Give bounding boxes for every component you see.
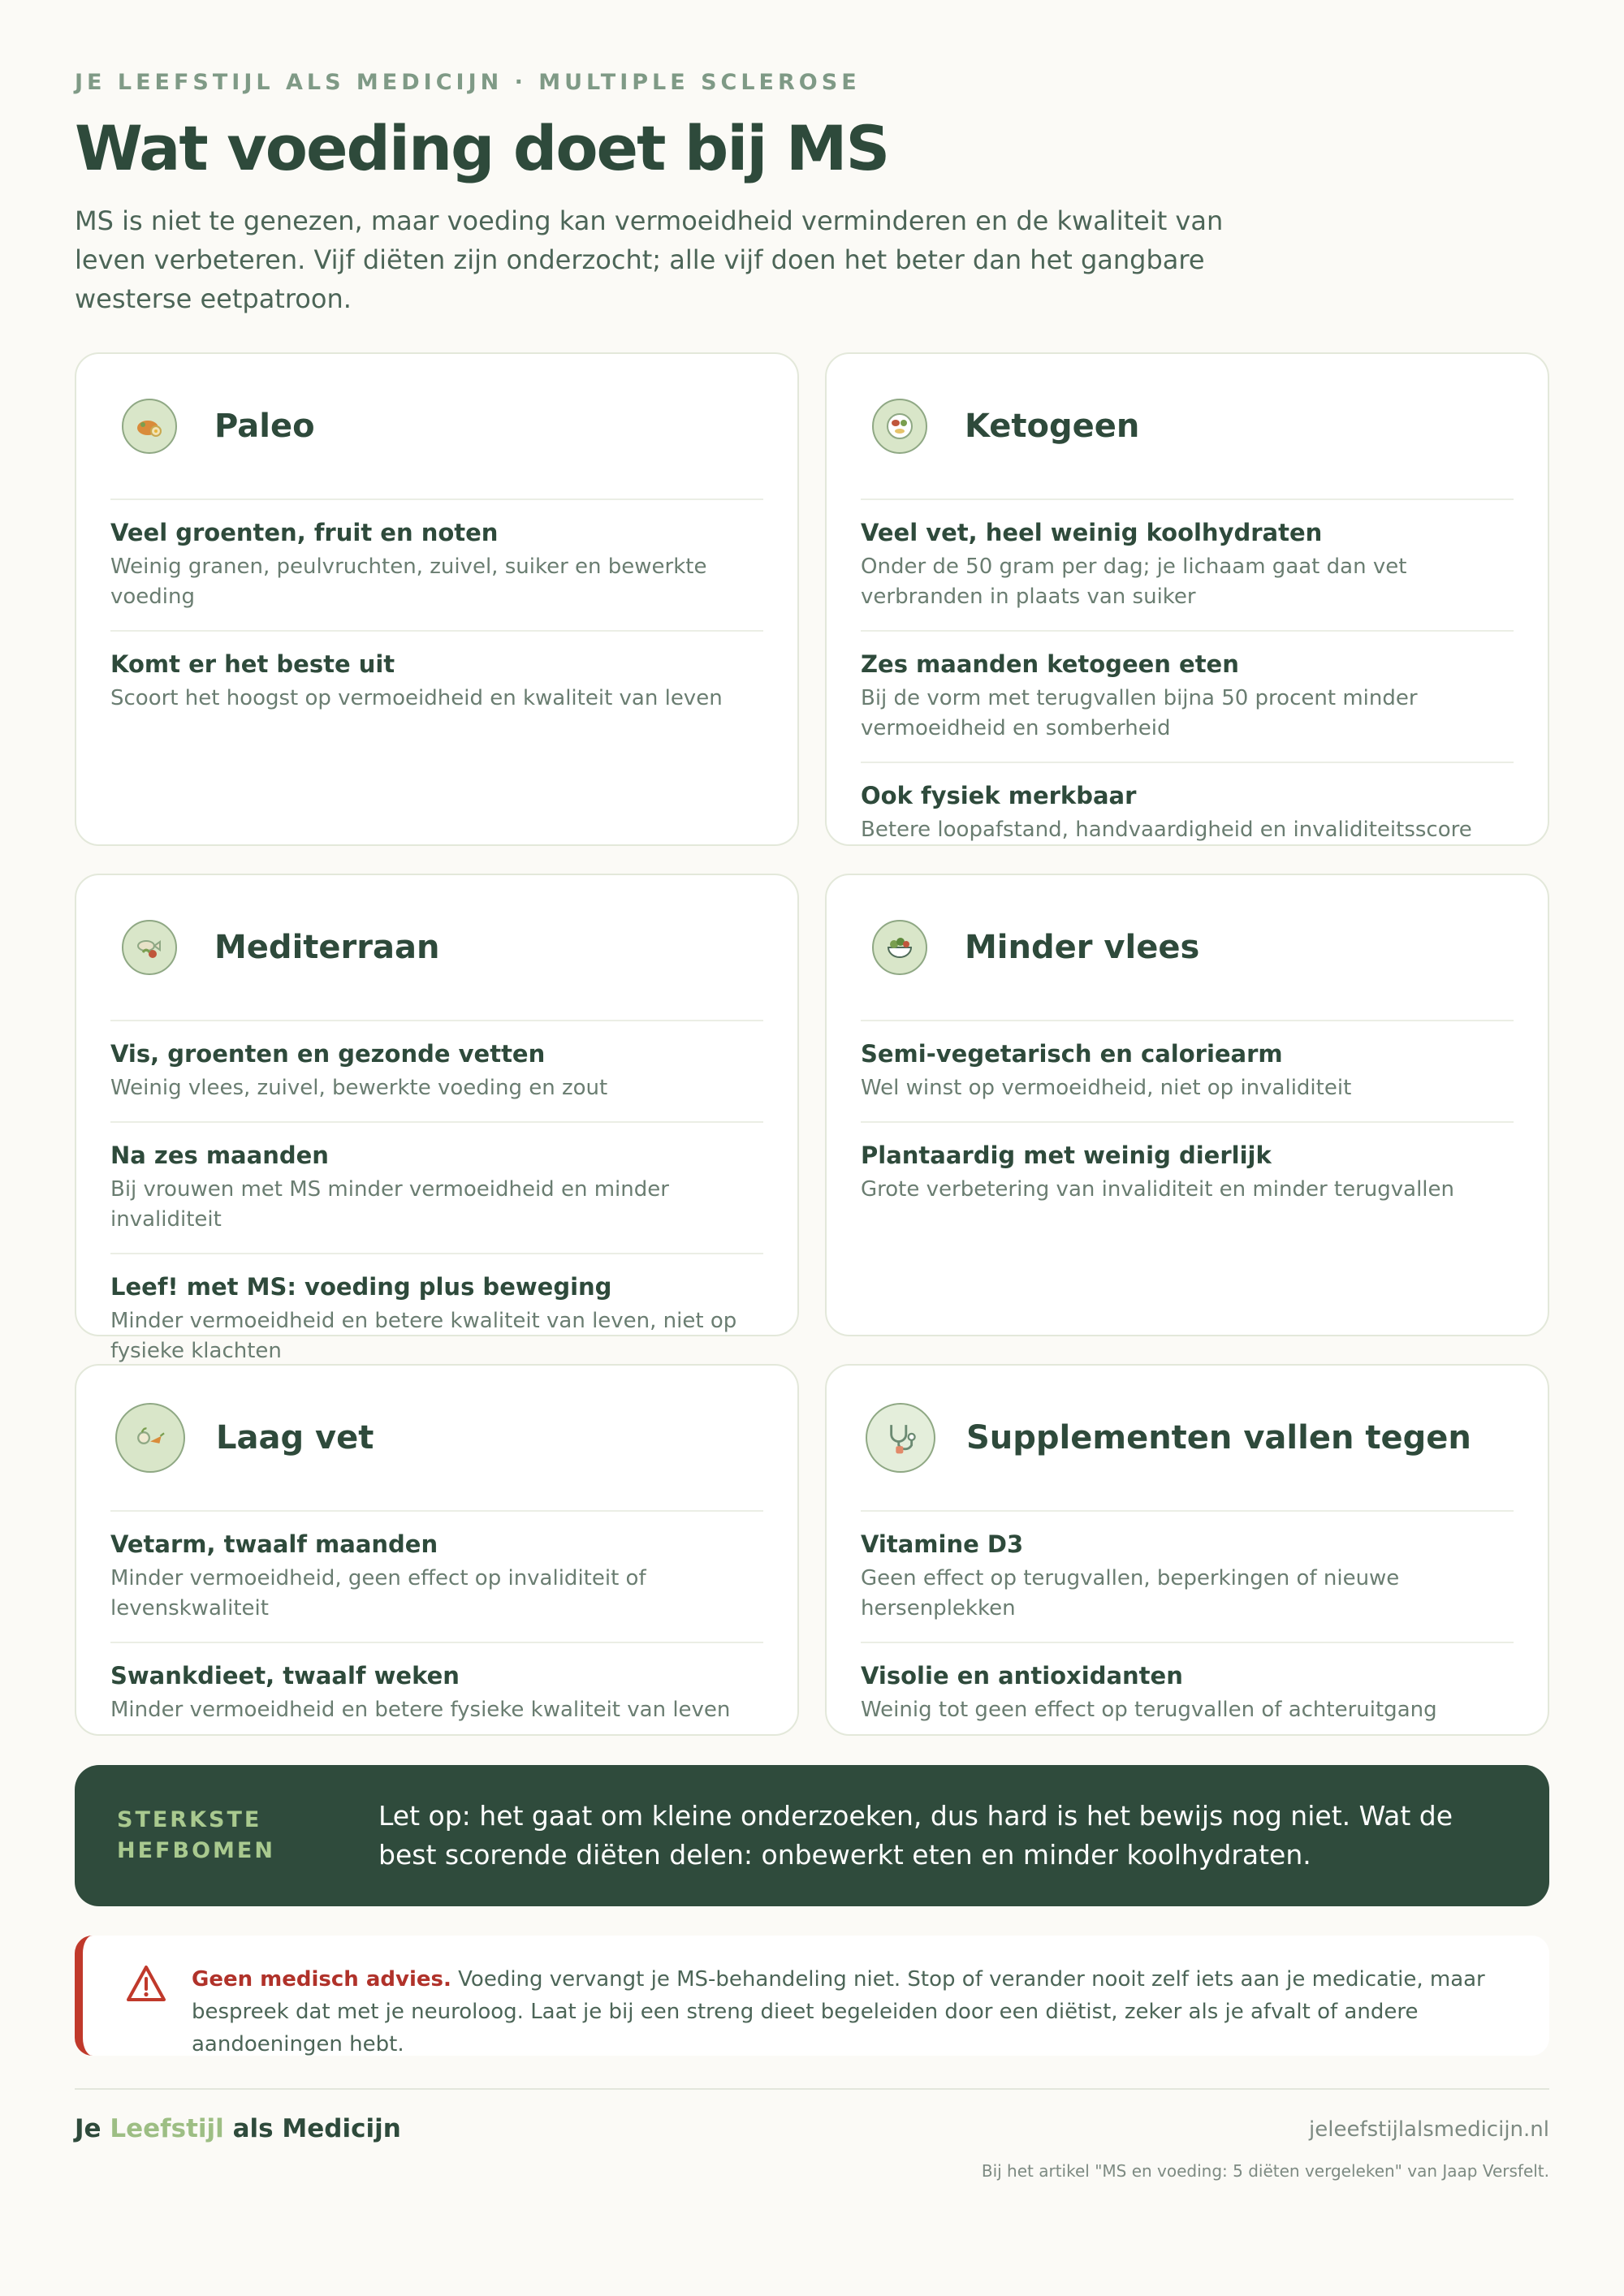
list-item [110, 1021, 763, 1123]
diet-card-paleo [75, 352, 799, 846]
footer-divider [75, 2088, 1549, 2090]
keto-plate-icon [872, 399, 927, 454]
list-item [861, 1021, 1514, 1123]
item-heading: Zes maanden ketogeen eten [861, 650, 1239, 678]
diet-card-minder-vlees [825, 874, 1549, 1336]
intro-text: MS is niet te genezen, maar voeding kan vermoeidheid verminderen en de kwaliteit van leven verbeteren. Vijf diëten zijn onderzocht; alle vijf doen het beter dan het gangbare westerse eetpatroon. [75, 205, 1224, 314]
item-heading: Veel vet, heel weinig koolhydraten [861, 519, 1323, 546]
item-heading: Swankdieet, twaalf weken [110, 1662, 460, 1690]
disclaimer-strong: Geen medisch advies. [192, 1967, 451, 1992]
food-basket-icon [122, 399, 177, 454]
list-item [861, 632, 1514, 763]
item-text: Betere loopafstand, handvaardigheid en invaliditeitsscore [861, 818, 1472, 842]
item-heading: Na zes maanden [110, 1142, 329, 1169]
brand-prefix: Je [75, 2114, 110, 2143]
card-title: Minder vlees [965, 929, 1200, 966]
card-title: Supplementen vallen tegen [966, 1419, 1471, 1457]
list-item [110, 1643, 763, 1743]
item-heading: Vetarm, twaalf maanden [110, 1530, 438, 1558]
medical-disclaimer [75, 1936, 1549, 2056]
brand-accent: Leefstijl [110, 2114, 224, 2143]
list-item [861, 1643, 1514, 1743]
fish-vegetables-icon [122, 920, 177, 975]
diet-card-laag-vet [75, 1364, 799, 1736]
list-item [861, 500, 1514, 632]
page-title: Wat voeding doet bij MS [75, 112, 889, 184]
card-title: Mediterraan [214, 929, 440, 966]
kicker: JE LEEFSTIJL ALS MEDICIJN · MULTIPLE SCLEROSE [75, 70, 861, 95]
list-item [861, 763, 1514, 863]
item-text: Weinig tot geen effect op terugvallen of achteruitgang [861, 1698, 1437, 1722]
item-text: Scoort het hoogst op vermoeidheid en kwaliteit van leven [110, 686, 723, 710]
item-text: Weinig granen, peulvruchten, zuivel, suiker en bewerkte voeding [110, 555, 707, 609]
card-header [861, 354, 1514, 500]
disclaimer-text [192, 1963, 1517, 2061]
banner-label: STERKSTE HEFBOMEN [117, 1807, 275, 1863]
disclaimer-body: Voeding vervangt je MS-behandeling niet. Stop of verander nooit zelf iets aan je medicatie, maar bespreek dat met je neuroloog. Laat je bij een streng dieet begeleiden door een diëtist, zeker als je afvalt of andere aandoeningen hebt. [192, 1967, 1485, 2056]
card-header [861, 875, 1514, 1021]
item-heading: Vitamine D3 [861, 1530, 1024, 1558]
item-text: Weinig vlees, zuivel, bewerkte voeding en zout [110, 1076, 608, 1100]
item-text: Bij de vorm met terugvallen bijna 50 procent minder vermoeidheid en somberheid [861, 686, 1418, 740]
item-heading: Ook fysiek merkbaar [861, 782, 1137, 809]
item-text: Minder vermoeidheid en betere kwaliteit van leven, niet op fysieke klachten [110, 1309, 737, 1363]
list-item [110, 632, 763, 732]
item-text: Wel winst op vermoeidheid, niet op invaliditeit [861, 1076, 1352, 1100]
list-item [110, 1123, 763, 1254]
card-title: Ketogeen [965, 408, 1140, 445]
item-text: Geen effect op terugvallen, beperkingen of nieuwe hersenplekken [861, 1566, 1400, 1621]
stethoscope-icon [866, 1403, 935, 1473]
card-header [110, 875, 763, 1021]
diet-card-ketogeen [825, 352, 1549, 846]
diet-card-supplementen [825, 1364, 1549, 1736]
list-item [861, 1123, 1514, 1223]
card-title: Paleo [214, 408, 315, 445]
item-heading: Veel groenten, fruit en noten [110, 519, 499, 546]
key-levers-banner [75, 1765, 1549, 1906]
item-heading: Vis, groenten en gezonde vetten [110, 1040, 546, 1068]
brand-suffix: als Medicijn [223, 2114, 401, 2143]
item-text: Minder vermoeidheid, geen effect op invaliditeit of levenskwaliteit [110, 1566, 646, 1621]
item-text: Onder de 50 gram per dag; je lichaam gaat dan vet verbranden in plaats van suiker [861, 555, 1407, 609]
article-credit: Bij het artikel "MS en voeding: 5 diëten vergeleken" van Jaap Versfelt. [981, 2161, 1549, 2181]
item-heading: Visolie en antioxidanten [861, 1662, 1183, 1690]
list-item [861, 1512, 1514, 1643]
diet-card-mediterraan [75, 874, 799, 1363]
item-text: Minder vermoeidheid en betere fysieke kwaliteit van leven [110, 1698, 731, 1722]
brand-logo [75, 2114, 401, 2143]
warning-icon [125, 1963, 167, 2005]
card-header [110, 1366, 763, 1512]
item-heading: Komt er het beste uit [110, 650, 395, 678]
item-heading: Semi-vegetarisch en caloriearm [861, 1040, 1283, 1068]
item-text: Bij vrouwen met MS minder vermoeidheid en minder invaliditeit [110, 1177, 669, 1232]
banner-text: Let op: het gaat om kleine onderzoeken, dus hard is het bewijs nog niet. Wat de best scorende diëten delen: onbewerkt eten en minder koolhydraten. [378, 1800, 1453, 1871]
item-heading: Leef! met MS: voeding plus beweging [110, 1273, 612, 1301]
item-text: Grote verbetering van invaliditeit en minder terugvallen [861, 1177, 1455, 1202]
item-heading: Plantaardig met weinig dierlijk [861, 1142, 1272, 1169]
card-header [110, 354, 763, 500]
card-title: Laag vet [216, 1419, 374, 1457]
list-item [110, 500, 763, 632]
card-header [861, 1366, 1514, 1512]
vegetables-icon [115, 1403, 185, 1473]
salad-bowl-icon [872, 920, 927, 975]
website-link[interactable]: jeleefstijlalsmedicijn.nl [1309, 2117, 1549, 2142]
list-item [110, 1512, 763, 1643]
